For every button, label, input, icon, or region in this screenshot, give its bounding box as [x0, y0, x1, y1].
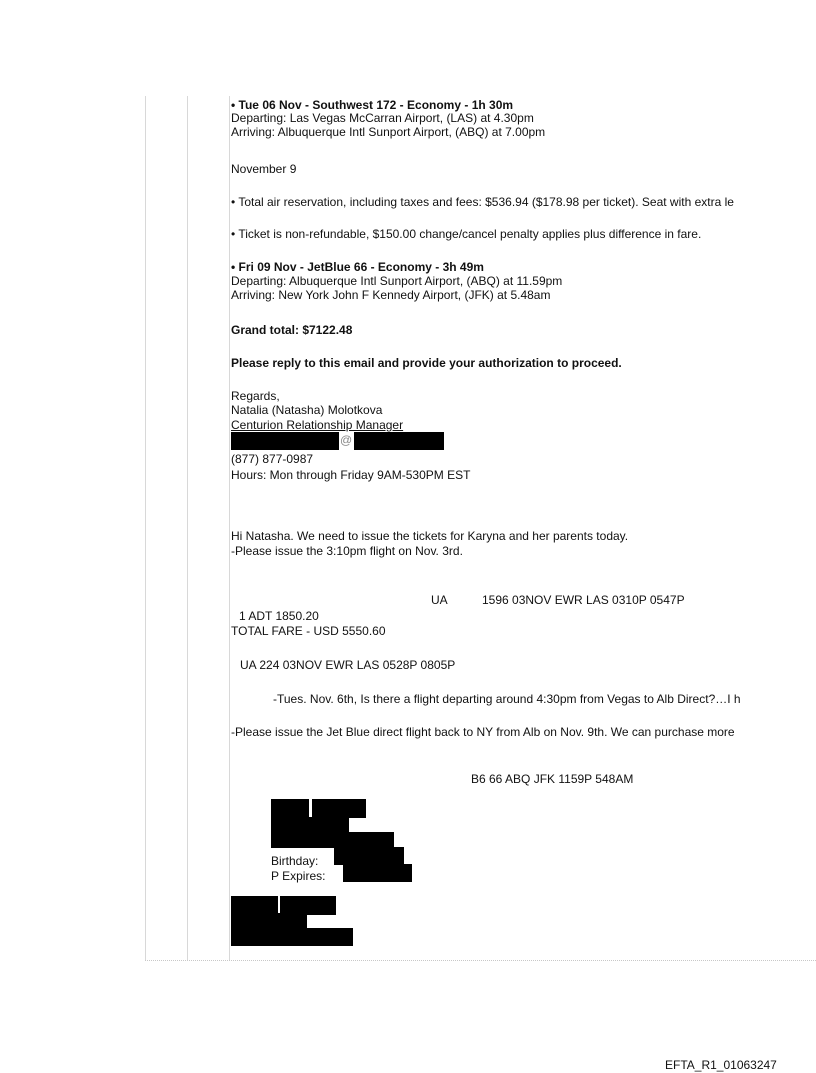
total-air-reservation: • Total air reservation, including taxes and fees: $536.94 ($178.98 per ticket). Seat with extra le	[231, 195, 734, 209]
signature-title: Centurion Relationship Manager	[231, 418, 404, 432]
table-border-mid	[187, 96, 188, 960]
redacted-passenger-detail-2	[271, 832, 394, 848]
fare-total: TOTAL FARE - USD 5550.60	[231, 624, 386, 638]
flight1-header: • Tue 06 Nov - Southwest 172 - Economy - 1h 30m	[231, 98, 514, 112]
passport-expires-label: P Expires:	[271, 869, 326, 883]
table-border-inner	[229, 96, 230, 960]
flight2-arriving: Arriving: New York John F Kennedy Airport, (JFK) at 5.48am	[231, 288, 551, 302]
ua224-flight: UA 224 03NOV EWR LAS 0528P 0805P	[240, 658, 456, 672]
message-line-2: -Please issue the 3:10pm flight on Nov. 3rd.	[231, 544, 463, 558]
tues-question: -Tues. Nov. 6th, Is there a flight departing around 4:30pm from Vegas to Alb Direct?…I h	[273, 692, 741, 706]
redacted-email-user	[231, 432, 339, 450]
jetblue-request: -Please issue the Jet Blue direct flight back to NY from Alb on Nov. 9th. We can purchase more	[231, 725, 735, 739]
flight2-departing: Departing: Albuquerque Intl Sunport Airport, (ABQ) at 11.59pm	[231, 274, 563, 288]
message-line-1: Hi Natasha. We need to issue the tickets for Karyna and her parents today.	[231, 529, 629, 543]
signature-phone: (877) 877-0987	[231, 452, 314, 466]
redacted-passenger-name-b	[312, 799, 366, 818]
date-note: November 9	[231, 162, 297, 176]
birthday-label: Birthday:	[271, 854, 319, 868]
fare-adt: 1 ADT 1850.20	[239, 609, 319, 623]
redacted-passport-expiry	[343, 864, 412, 882]
signature-name: Natalia (Natasha) Molotkova	[231, 403, 383, 417]
fare-ua-code: UA	[431, 593, 448, 607]
redacted-block-c	[231, 913, 307, 929]
redacted-email-domain	[354, 432, 444, 450]
signature-hours: Hours: Mon through Friday 9AM-530PM EST	[231, 468, 471, 482]
table-border-bottom	[145, 960, 816, 961]
redacted-passenger-detail-1	[271, 817, 349, 833]
flight1-departing: Departing: Las Vegas McCarran Airport, (LAS) at 4.30pm	[231, 111, 534, 125]
flight1-arriving: Arriving: Albuquerque Intl Sunport Airport, (ABQ) at 7.00pm	[231, 125, 546, 139]
b6-flight: B6 66 ABQ JFK 1159P 548AM	[471, 772, 634, 786]
document-id: EFTA_R1_01063247	[665, 1058, 777, 1072]
signature-regards: Regards,	[231, 389, 280, 403]
email-body	[231, 98, 816, 960]
email-at-sign: @	[340, 433, 353, 447]
reply-request: Please reply to this email and provide your authorization to proceed.	[231, 356, 622, 370]
redacted-passenger-name-a	[271, 799, 309, 818]
ticket-note: • Ticket is non-refundable, $150.00 change/cancel penalty applies plus difference in fare.	[231, 227, 702, 241]
redacted-birthday	[334, 847, 404, 865]
fare-ua-flight: 1596 03NOV EWR LAS 0310P 0547P	[482, 593, 685, 607]
redacted-block-d	[231, 928, 353, 946]
grand-total: Grand total: $7122.48	[231, 323, 353, 337]
table-border-left	[145, 96, 146, 960]
flight2-header: • Fri 09 Nov - JetBlue 66 - Economy - 3h 49m	[231, 260, 484, 274]
